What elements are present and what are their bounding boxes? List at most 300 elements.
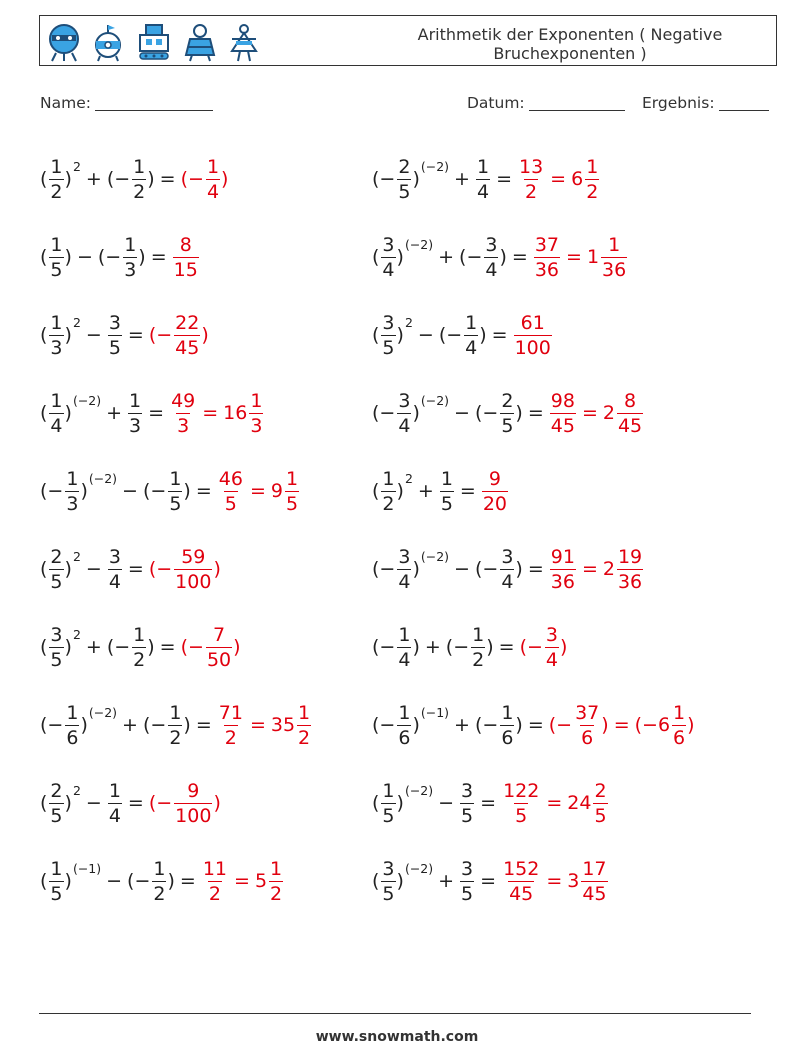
numerator: 1 [169,701,182,724]
denominator: 5 [594,804,607,827]
term [217,468,245,515]
equals-sign: = [127,324,144,346]
term-suffix: ) [515,557,523,580]
exponent: 2 [72,158,81,174]
term-suffix: ) [515,713,523,736]
exponent: 2 [72,548,81,564]
denominator: 6 [398,726,411,749]
term-prefix: 16 [223,401,248,424]
term [433,246,459,268]
term-prefix: (− [548,713,573,736]
denominator: 3 [50,336,63,359]
equals-sign: = [480,870,497,892]
score-field [642,94,769,112]
operator: + [417,480,434,502]
operator: = [550,168,567,190]
denominator: 5 [108,336,121,359]
numerator: 1 [133,623,146,646]
numerator: 1 [472,623,485,646]
term [533,234,561,281]
term [577,402,603,424]
term-prefix: (− [148,323,173,346]
denominator: 5 [515,804,528,827]
equals-sign: = [491,324,508,346]
denominator: 2 [50,180,63,203]
fraction [484,234,498,281]
term [107,546,123,593]
term [549,390,577,437]
term-suffix: ) [138,245,146,268]
numerator: 1 [465,311,478,334]
term [372,156,449,203]
term-prefix: ( [40,791,48,814]
numerator: 1 [129,389,142,412]
term-prefix: (− [459,245,483,268]
problem [40,218,200,296]
term-suffix: ) [396,245,404,268]
fraction [581,858,607,905]
fraction [49,390,63,437]
answer [149,546,221,593]
term [181,156,229,203]
term-suffix: ) [183,713,191,736]
exponent: (−2) [88,470,118,486]
operator: + [424,636,441,658]
fraction [49,546,63,593]
term-suffix: ) [396,869,404,892]
term [169,390,197,437]
exponent: 2 [72,314,81,330]
date-field [467,94,625,112]
fraction [500,702,514,749]
denominator: 5 [382,804,395,827]
term-prefix: 2 [602,401,615,424]
problem [372,140,600,218]
equals-sign: = [511,246,528,268]
equals-sign: = [127,792,144,814]
equals-sign: = [148,402,165,424]
denominator: 5 [50,882,63,905]
fraction [218,468,244,515]
term [439,468,455,515]
fraction [49,858,63,905]
problem [40,842,284,920]
operator: + [106,402,123,424]
term [609,714,635,736]
denominator: 5 [224,492,237,515]
numerator: 3 [398,545,411,568]
equals-sign: = [480,792,497,814]
problem [40,374,264,452]
term-prefix: ( [372,869,380,892]
answer [181,624,241,671]
denominator: 36 [602,258,627,281]
term-prefix: 3 [567,869,580,892]
fraction [174,780,212,827]
term [143,468,191,515]
numerator: 37 [575,701,600,724]
fraction [152,858,166,905]
fraction [534,234,560,281]
denominator: 100 [175,804,212,827]
denominator: 45 [617,414,643,437]
term-prefix: (− [372,713,396,736]
fraction [49,234,63,281]
robot-5-icon [226,21,262,63]
denominator: 45 [509,882,534,905]
term [81,324,107,346]
term-suffix: ) [64,245,72,268]
operator: + [85,168,102,190]
denominator: 50 [206,648,232,671]
numerator: 1 [501,701,514,724]
term [413,324,439,346]
denominator: 6 [66,726,79,749]
denominator: 4 [398,570,411,593]
term-prefix: (− [148,791,173,814]
term [520,624,568,671]
operator: + [85,636,102,658]
term [40,624,81,671]
term-prefix: (− [372,557,396,580]
equals-sign: = [527,402,544,424]
score-input-line[interactable] [719,94,769,111]
fraction [132,624,146,671]
numerator: 1 [250,389,263,412]
exponent: (−2) [420,158,450,174]
fraction [502,780,540,827]
term [549,546,577,593]
denominator: 2 [224,726,237,749]
term-prefix: ( [40,869,48,892]
term [475,546,523,593]
fraction [49,156,63,203]
answer [169,390,264,437]
fraction [381,858,395,905]
denominator: 36 [534,258,560,281]
denominator: 5 [461,804,474,827]
term-prefix: ( [372,323,380,346]
denominator: 2 [133,648,146,671]
term-prefix: 2 [602,557,615,580]
exponent: (−1) [420,704,450,720]
term-suffix: ) [80,479,88,502]
term-prefix: ( [372,791,380,814]
denominator: 4 [545,648,558,671]
term [181,624,241,671]
fraction [108,546,122,593]
fraction [108,312,122,359]
operator: = [249,714,266,736]
term [149,546,221,593]
term-prefix: (− [438,323,463,346]
term-prefix: ( [40,167,48,190]
term [40,858,101,905]
problem-row [40,296,780,374]
robot-3-icon [134,21,174,63]
name-label: Name: [40,94,91,112]
term [143,702,191,749]
numerator: 1 [50,311,63,334]
problem [40,452,300,530]
denominator: 2 [472,648,485,671]
problem [372,218,628,296]
equals-sign: = [127,558,144,580]
equals-sign: = [179,870,196,892]
fraction [249,390,263,437]
term-prefix: (− [180,167,204,190]
term-prefix: 35 [270,713,296,736]
term-suffix: ) [183,479,191,502]
term [81,168,107,190]
numerator: 122 [503,779,540,802]
denominator: 4 [382,258,395,281]
term [567,858,608,905]
operator: − [106,870,123,892]
numerator: 1 [440,467,453,490]
term-suffix: ) [64,869,72,892]
numerator: 1 [124,233,137,256]
operator: − [417,324,434,346]
term [501,858,541,905]
denominator: 5 [398,180,411,203]
date-input-line[interactable] [529,94,625,111]
denominator: 2 [133,180,146,203]
fraction [617,546,643,593]
name-field [40,94,213,112]
denominator: 3 [250,414,263,437]
term-prefix: (− [372,167,396,190]
numerator: 2 [501,389,514,412]
problem-row [40,218,780,296]
numerator: 1 [133,155,146,178]
term [635,702,695,749]
term [127,390,143,437]
term [567,780,608,827]
numerator: 22 [175,311,200,334]
term [201,858,229,905]
term [459,780,475,827]
term [372,624,420,671]
term [223,390,264,437]
numerator: 1 [673,701,686,724]
term-prefix: (− [127,869,151,892]
denominator: 2 [525,180,538,203]
term [271,702,312,749]
denominator: 4 [476,180,490,203]
numerator: 2 [50,779,63,802]
numerator: 1 [206,155,220,178]
term [197,402,223,424]
term-suffix: ) [64,557,72,580]
term-prefix: (− [372,635,396,658]
term [40,780,81,827]
fraction [269,858,283,905]
fraction [397,624,411,671]
numerator: 37 [534,233,560,256]
fraction [502,858,540,905]
term-prefix: 9 [270,479,283,502]
problem [40,686,312,764]
term [449,402,475,424]
denominator: 5 [382,882,395,905]
numerator: 1 [586,155,599,178]
denominator: 3 [129,414,142,437]
term [245,714,271,736]
fraction [174,546,212,593]
numerator: 9 [488,467,501,490]
numerator: 1 [476,155,490,178]
equals-sign: = [498,636,515,658]
fraction [397,156,411,203]
denominator: 6 [673,726,686,749]
robot-2-icon [90,21,126,63]
term-suffix: ) [396,791,404,814]
answer [181,156,229,203]
denominator: 4 [398,648,411,671]
exponent: (−2) [420,392,450,408]
term [107,624,155,671]
fraction [168,468,182,515]
answer [201,858,284,905]
fraction [397,702,411,749]
term-suffix: ) [412,167,420,190]
term-suffix: ) [412,635,420,658]
problem-row [40,374,780,452]
denominator: 100 [514,336,551,359]
numerator: 9 [187,779,200,802]
numerator: 3 [461,857,474,880]
operator: − [85,324,102,346]
denominator: 3 [177,414,190,437]
equals-sign: = [527,558,544,580]
operator: + [438,870,455,892]
term [475,702,523,749]
numerator: 1 [50,155,63,178]
term [517,156,545,203]
numerator: 1 [50,857,63,880]
denominator: 15 [173,258,198,281]
fraction [397,546,411,593]
fraction [170,390,196,437]
denominator: 45 [550,414,575,437]
answer [549,390,644,437]
term-prefix: (− [142,479,167,502]
operator: = [249,480,266,502]
term [98,234,146,281]
term [40,546,81,593]
numerator: 1 [66,701,79,724]
numerator: 1 [50,233,63,256]
term [372,312,413,359]
exponent: (−2) [88,704,118,720]
fraction [514,312,552,359]
numerator: 3 [485,233,498,256]
fraction [464,312,478,359]
operator: = [202,402,219,424]
fraction [550,546,576,593]
answer [149,312,209,359]
term [577,558,603,580]
term-prefix: (− [40,479,64,502]
denominator: 2 [153,882,166,905]
term-suffix: ) [396,323,404,346]
fraction [460,780,474,827]
term [40,312,81,359]
term [372,390,449,437]
term-prefix: ( [40,323,48,346]
robot-icons [46,19,262,65]
problem [40,764,221,842]
term [449,168,475,190]
numerator: 8 [624,389,637,412]
operator: = [613,714,630,736]
score-label: Ergebnis: [642,94,715,112]
exponent: (−1) [72,860,102,876]
denominator: 2 [382,492,395,515]
term [229,870,255,892]
denominator: 5 [501,414,514,437]
term [571,156,600,203]
operator: − [76,246,93,268]
numerator: 8 [179,233,192,256]
term-suffix: ) [412,557,420,580]
term-prefix: ( [40,245,48,268]
term-prefix: (− [180,635,204,658]
fraction [132,156,146,203]
term-prefix: ( [40,557,48,580]
denominator: 45 [175,336,200,359]
title-line-1: Arithmetik der Exponenten ( Negative [417,25,723,44]
numerator: 61 [520,311,545,334]
denominator: 2 [298,726,311,749]
exponent: (−2) [404,782,434,798]
equals-sign: = [159,168,176,190]
fraction [381,312,395,359]
fraction [500,546,514,593]
term [107,780,123,827]
denominator: 5 [440,492,453,515]
term-suffix: ) [64,401,72,424]
exponent: (−2) [404,236,434,252]
answer [217,702,312,749]
term-prefix: 5 [254,869,268,892]
worksheet-header [39,15,777,66]
numerator: 11 [202,857,228,880]
term [81,636,107,658]
answer [513,312,553,359]
robot-1-icon [46,21,82,63]
term-prefix: ( [372,479,380,502]
answer [217,468,300,515]
name-input-line[interactable] [95,94,213,111]
fraction [593,780,607,827]
denominator: 2 [270,882,283,905]
term [372,546,449,593]
term [81,558,107,580]
operator: = [546,870,563,892]
term-suffix: ) [213,557,221,580]
numerator: 2 [50,545,63,568]
fraction [65,468,79,515]
term [587,234,628,281]
term-prefix: (− [106,167,131,190]
problem [372,296,553,374]
term-suffix: ) [64,791,72,814]
term [217,702,245,749]
term [372,468,413,515]
numerator: 1 [398,701,411,724]
